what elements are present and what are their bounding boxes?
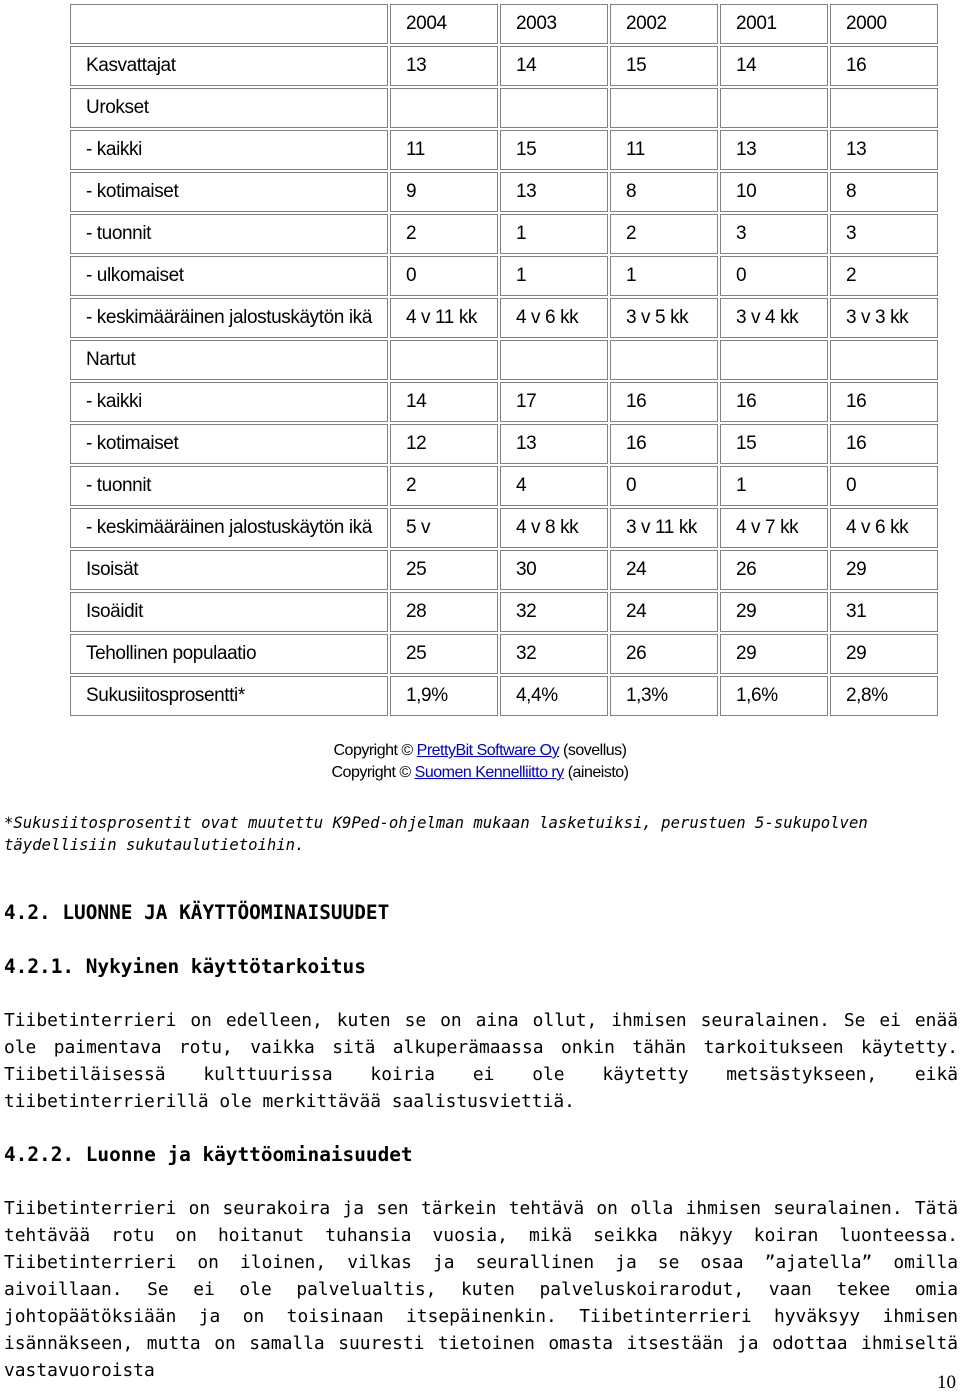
value-cell: 4 v 6 kk (500, 298, 608, 338)
page-number: 10 (937, 1372, 956, 1393)
value-cell: 3 (720, 214, 828, 254)
value-cell: 4 v 8 kk (500, 508, 608, 548)
value-cell: 4,4% (500, 676, 608, 716)
value-cell: 2 (390, 466, 498, 506)
value-cell (720, 340, 828, 380)
table-body (70, 4, 938, 716)
value-cell: 4 (500, 466, 608, 506)
row-label-cell: Isoisät (70, 550, 388, 590)
value-cell: 3 v 5 kk (610, 298, 718, 338)
value-cell: 32 (500, 634, 608, 674)
value-cell: 29 (830, 550, 938, 590)
value-cell: 3 v 11 kk (610, 508, 718, 548)
value-cell: 15 (500, 130, 608, 170)
copyright-suffix: (sovellus) (559, 742, 627, 759)
value-cell: 25 (390, 634, 498, 674)
value-cell: 14 (720, 46, 828, 86)
row-label-cell: - tuonnit (70, 214, 388, 254)
year-header-cell: 2002 (610, 4, 718, 44)
value-cell: 16 (610, 424, 718, 464)
value-cell: 1,6% (720, 676, 828, 716)
year-header-cell: 2004 (390, 4, 498, 44)
subsection-heading-temperament: 4.2.2. Luonne ja käyttöominaisuudet (4, 1143, 413, 1166)
value-cell: 8 (610, 172, 718, 212)
copyright-line-data (0, 764, 960, 782)
row-label-cell: - kotimaiset (70, 172, 388, 212)
value-cell: 0 (390, 256, 498, 296)
table-header-row (70, 4, 938, 44)
row-label-cell: - kaikki (70, 130, 388, 170)
table-row (70, 172, 938, 212)
value-cell: 15 (610, 46, 718, 86)
table-row (70, 676, 938, 716)
table-row (70, 256, 938, 296)
row-label-cell: - tuonnit (70, 466, 388, 506)
value-cell: 16 (610, 382, 718, 422)
header-empty-cell (70, 4, 388, 44)
value-cell (390, 340, 498, 380)
value-cell: 0 (720, 256, 828, 296)
value-cell: 4 v 11 kk (390, 298, 498, 338)
value-cell: 16 (830, 46, 938, 86)
section-heading: 4.2. LUONNE JA KÄYTTÖOMINAISUUDET (4, 901, 390, 924)
value-cell: 25 (390, 550, 498, 590)
row-label-cell: Kasvattajat (70, 46, 388, 86)
copyright-prefix: Copyright © (333, 742, 417, 759)
value-cell: 3 (830, 214, 938, 254)
table-row (70, 382, 938, 422)
value-cell: 13 (720, 130, 828, 170)
table-row (70, 634, 938, 674)
paragraph-temperament: Tiibetinterrieri on seurakoira ja sen tärkein tehtävä on olla ihmisen seuralainen. Tätä tehtävää rotu on hoitanut tuhansia vuosia, mikä seikka näkyy koiran luonteessa. Tiibetinterrieri on iloinen, vilkas ja seurallinen ja se osaa ”ajatella” omilla aivoillaan. Se ei ole palvelualtis, kuten palveluskoirarodut, vaan tekee omia johtopäätöksiään ja on toisinaan itsepäinenkin. Tiibetinterrieri hyväksyy ihmisen isännäkseen, mutta on samalla suuresti tietoinen omasta itsestään ja odottaa ihmiseltä vastavuoroista (4, 1198, 958, 1381)
value-cell: 3 v 3 kk (830, 298, 938, 338)
value-cell: 24 (610, 592, 718, 632)
value-cell: 4 v 7 kk (720, 508, 828, 548)
subsection-heading-current-use: 4.2.1. Nykyinen käyttötarkoitus (4, 955, 366, 978)
value-cell: 2,8% (830, 676, 938, 716)
value-cell (610, 340, 718, 380)
value-cell: 1 (720, 466, 828, 506)
value-cell: 13 (390, 46, 498, 86)
table-row (70, 46, 938, 86)
value-cell: 3 v 4 kk (720, 298, 828, 338)
table-row (70, 298, 938, 338)
value-cell: 17 (500, 382, 608, 422)
value-cell: 29 (830, 634, 938, 674)
value-cell: 16 (830, 382, 938, 422)
value-cell: 13 (500, 172, 608, 212)
row-label-cell: - keskimääräinen jalostuskäytön ikä (70, 298, 388, 338)
value-cell (610, 88, 718, 128)
value-cell: 2 (610, 214, 718, 254)
value-cell: 1 (610, 256, 718, 296)
row-label-cell: Tehollinen populaatio (70, 634, 388, 674)
table-row (70, 424, 938, 464)
value-cell: 31 (830, 592, 938, 632)
copyright-prefix: Copyright © (331, 764, 415, 781)
value-cell: 15 (720, 424, 828, 464)
value-cell: 29 (720, 592, 828, 632)
value-cell: 13 (500, 424, 608, 464)
value-cell (500, 340, 608, 380)
value-cell: 1 (500, 214, 608, 254)
value-cell: 26 (610, 634, 718, 674)
value-cell (830, 88, 938, 128)
value-cell: 4 v 6 kk (830, 508, 938, 548)
table-row (70, 88, 938, 128)
table-row (70, 340, 938, 380)
value-cell: 1 (500, 256, 608, 296)
row-label-cell: - ulkomaiset (70, 256, 388, 296)
table-row (70, 508, 938, 548)
value-cell: 0 (830, 466, 938, 506)
value-cell: 0 (610, 466, 718, 506)
value-cell: 2 (390, 214, 498, 254)
value-cell: 14 (500, 46, 608, 86)
table-row (70, 592, 938, 632)
row-label-cell: - keskimääräinen jalostuskäytön ikä (70, 508, 388, 548)
prettybit-link[interactable]: PrettyBit Software Oy (416, 742, 560, 759)
value-cell: 9 (390, 172, 498, 212)
value-cell (390, 88, 498, 128)
row-label-cell: Nartut (70, 340, 388, 380)
value-cell: 30 (500, 550, 608, 590)
breeding-statistics-table (68, 2, 940, 718)
copyright-line-software (0, 742, 960, 760)
copyright-suffix: (aineisto) (563, 764, 629, 781)
table-row (70, 130, 938, 170)
year-header-cell: 2001 (720, 4, 828, 44)
row-label-cell: - kotimaiset (70, 424, 388, 464)
table-row (70, 466, 938, 506)
value-cell: 16 (830, 424, 938, 464)
value-cell: 28 (390, 592, 498, 632)
value-cell: 13 (830, 130, 938, 170)
kennelliitto-link[interactable]: Suomen Kennelliitto ry (414, 764, 564, 781)
table-row (70, 550, 938, 590)
value-cell: 26 (720, 550, 828, 590)
table-row (70, 214, 938, 254)
value-cell: 5 v (390, 508, 498, 548)
value-cell: 14 (390, 382, 498, 422)
value-cell: 11 (390, 130, 498, 170)
value-cell: 24 (610, 550, 718, 590)
year-header-cell: 2003 (500, 4, 608, 44)
value-cell (830, 340, 938, 380)
value-cell: 2 (830, 256, 938, 296)
value-cell: 16 (720, 382, 828, 422)
row-label-cell: Isoäidit (70, 592, 388, 632)
row-label-cell: Urokset (70, 88, 388, 128)
year-header-cell: 2000 (830, 4, 938, 44)
footnote: *Sukusiitosprosentit ovat muutettu K9Ped-ohjelman mukaan lasketuiksi, perustuen 5-sukupolven täydellisiin sukutaulutietoihin. (4, 814, 868, 854)
row-label-cell: - kaikki (70, 382, 388, 422)
value-cell: 1,9% (390, 676, 498, 716)
value-cell: 1,3% (610, 676, 718, 716)
value-cell: 10 (720, 172, 828, 212)
row-label-cell: Sukusiitosprosentti* (70, 676, 388, 716)
value-cell (720, 88, 828, 128)
value-cell: 11 (610, 130, 718, 170)
value-cell: 8 (830, 172, 938, 212)
paragraph-current-use: Tiibetinterrieri on edelleen, kuten se on aina ollut, ihmisen seuralainen. Se ei enää ole paimentava rotu, vaikka sitä alkuperämaassa onkin tähän tarkoitukseen käytetty. Tiibetiläisessä kulttuurissa koiria ei ole käytetty metsästykseen, eikä tiibetinterrierillä ole merkittävää saalistusviettiä. (4, 1010, 958, 1112)
value-cell (500, 88, 608, 128)
value-cell: 12 (390, 424, 498, 464)
value-cell: 29 (720, 634, 828, 674)
value-cell: 32 (500, 592, 608, 632)
